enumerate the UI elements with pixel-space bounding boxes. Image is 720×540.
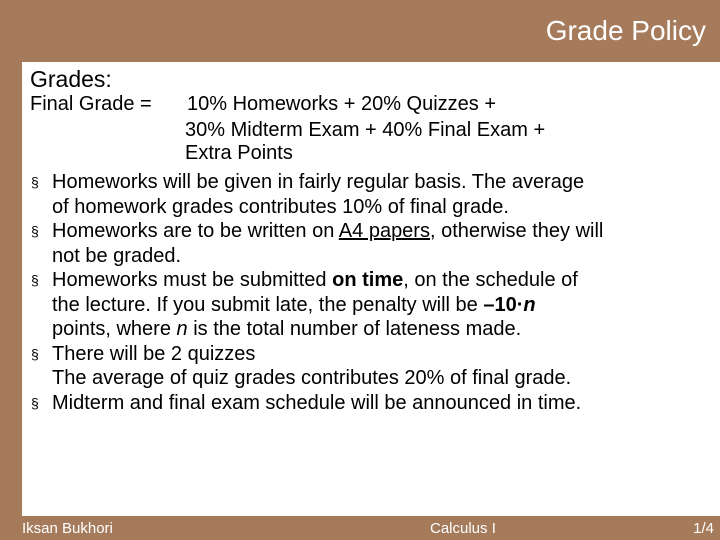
bullet-text-line: not be graded.	[52, 244, 181, 267]
bullet-text-line: Midterm and final exam schedule will be announced in time.	[52, 391, 582, 414]
bullet-item-quizzes	[30, 342, 718, 391]
bullet-text-line	[52, 268, 718, 293]
bullet-item-homework-deadline	[30, 268, 718, 342]
bullet-marker-icon: §	[31, 394, 39, 411]
bullet-text-line: Homeworks will be given in fairly regular basis. The average	[52, 171, 585, 193]
text-segment: is the total number of lateness made.	[187, 318, 522, 340]
footer-author: Iksan Bukhori	[22, 520, 113, 537]
bullet-marker-icon: §	[31, 174, 39, 190]
bullet-marker-icon: §	[31, 223, 39, 239]
formula-line-3: Extra Points	[185, 142, 293, 164]
bullet-item-exam-schedule	[30, 391, 718, 416]
text-segment: Homeworks must be submitted	[52, 269, 333, 291]
formula-line-2: 30% Midterm Exam + 40% Final Exam +	[185, 119, 546, 141]
bullet-text-line: The average of quiz grades contributes 20% of final grade.	[52, 367, 572, 389]
text-segment: , otherwise they will	[429, 220, 604, 242]
variable-n: n	[176, 318, 188, 340]
bullet-marker-icon: §	[31, 345, 39, 362]
bullet-item-homework-paper	[30, 219, 718, 268]
bullet-item-homework-frequency	[30, 170, 718, 219]
a4-papers-link[interactable]: A4 papers	[338, 220, 430, 242]
bullet-list	[30, 170, 718, 415]
footer-course: Calculus I	[430, 520, 496, 537]
slide-content	[22, 62, 720, 516]
text-segment: the lecture. If you submit late, the penalty will be	[52, 293, 484, 316]
bullet-text-line	[52, 219, 718, 244]
formula-line-1: 10% Homeworks + 20% Quizzes +	[187, 93, 497, 115]
formula-label: Final Grade =	[30, 93, 152, 115]
slide-title: Grade Policy	[545, 15, 706, 46]
bullet-text-line	[52, 317, 718, 342]
bullet-text-line	[52, 293, 718, 318]
bullet-marker-icon: §	[31, 272, 39, 288]
bullet-text-line: of homework grades contributes 10% of final grade.	[52, 195, 509, 218]
section-heading: Grades:	[30, 66, 112, 92]
penalty-variable: n	[523, 293, 536, 316]
bullet-text-line: There will be 2 quizzes	[52, 342, 256, 365]
on-time-emphasis: on time	[332, 269, 404, 291]
text-segment: points, where	[52, 318, 177, 340]
text-segment: , on the schedule of	[403, 269, 578, 291]
footer-page-number: 1/4	[693, 520, 714, 537]
slide-footer	[0, 516, 720, 540]
penalty-formula: –10·	[483, 293, 524, 316]
text-segment: Homeworks are to be written on	[52, 220, 339, 242]
title-bar	[0, 0, 720, 62]
